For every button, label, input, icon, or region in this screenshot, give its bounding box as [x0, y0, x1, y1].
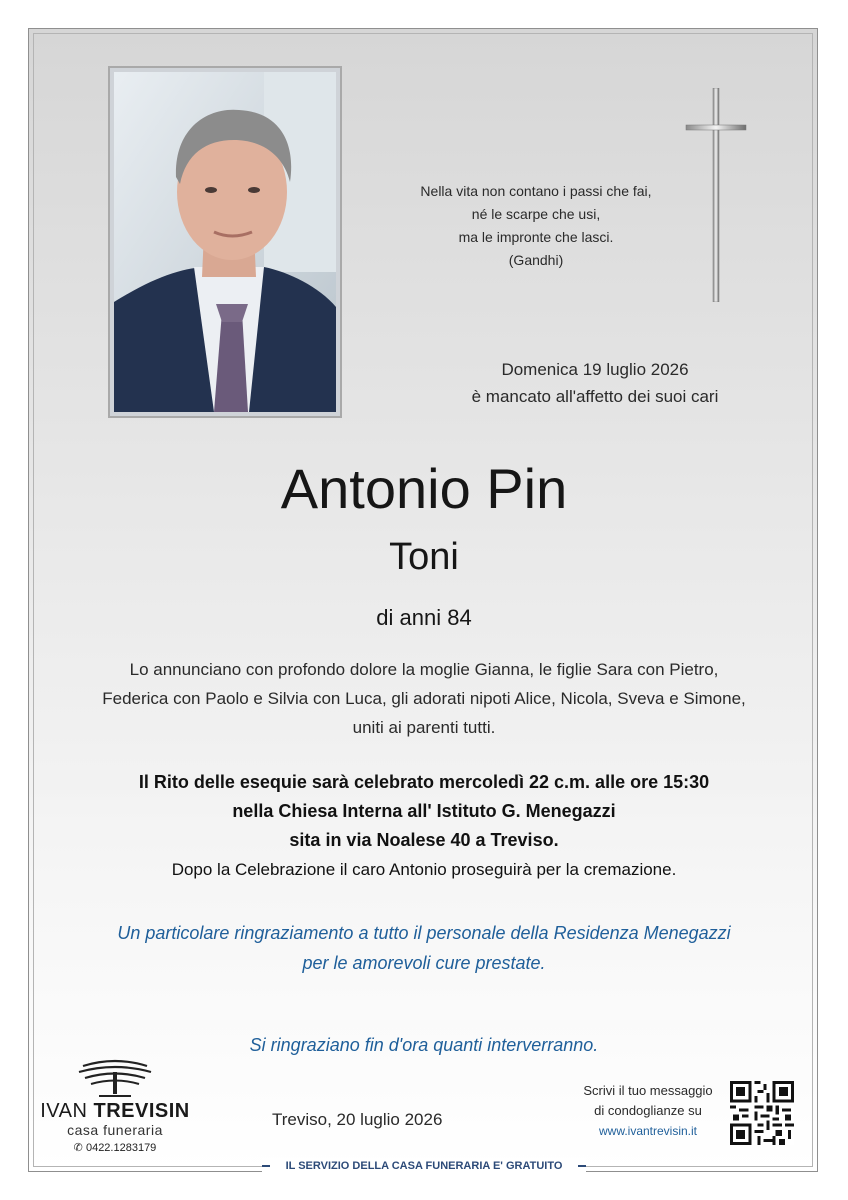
- general-thanks: Si ringraziano fin d'ora quanti interverranno.: [249, 1035, 599, 1055]
- funeral-address: sita in via Noalese 40 a Treviso.: [289, 830, 559, 850]
- condolence-message: [568, 1081, 728, 1141]
- funeral-home-logo: [40, 1058, 190, 1158]
- portrait-photo: [108, 66, 342, 418]
- death-date: Domenica 19 luglio 2026: [501, 360, 689, 379]
- funeral-church: nella Chiesa Interna all' Istituto G. Menegazzi: [232, 801, 616, 821]
- message-line: Scrivi il tuo messaggio: [583, 1083, 713, 1098]
- quote-author: (Gandhi): [508, 252, 564, 268]
- funeral-home-phone: [40, 1141, 190, 1155]
- footer-note: IL SERVIZIO DELLA CASA FUNERARIA E' GRATUITO: [285, 1160, 563, 1172]
- deceased-age: di anni 84: [376, 605, 472, 630]
- quote-line: ma le impronte che lasci.: [458, 229, 614, 245]
- funeral-time: Il Rito delle esequie sarà celebrato mercoledì 22 c.m. alle ore 15:30: [138, 772, 710, 792]
- quote-line: né le scarpe che usi,: [471, 206, 601, 222]
- qr-code-icon[interactable]: [730, 1081, 794, 1145]
- funeral-details: [40, 768, 808, 884]
- message-line: di condoglianze su: [594, 1103, 702, 1118]
- cremation-note: Dopo la Celebrazione il caro Antonio proseguirà per la cremazione.: [171, 860, 677, 879]
- special-thanks: [40, 918, 808, 978]
- family-announcement: [60, 655, 788, 742]
- gandhi-quote: [376, 180, 696, 272]
- cross-icon: [684, 88, 748, 302]
- place-and-date: Treviso, 20 luglio 2026: [272, 1110, 443, 1129]
- tree-logo-icon: [73, 1058, 157, 1098]
- quote-line: Nella vita non contano i passi che fai,: [420, 183, 652, 199]
- funeral-home-subtitle: casa funeraria: [67, 1122, 163, 1138]
- funeral-home-name-last: TREVISIN: [93, 1100, 190, 1122]
- thanks-line: Un particolare ringraziamento a tutto il personale della Residenza Menegazzi: [117, 923, 731, 943]
- death-phrase: è mancato all'affetto dei suoi cari: [471, 387, 719, 406]
- announcement-line: Lo annunciano con profondo dolore la moglie Gianna, le figlie Sara con Pietro,: [129, 660, 719, 679]
- announcement-line: Federica con Paolo e Silvia con Luca, gli adorati nipoti Alice, Nicola, Sveva e Simone,: [102, 689, 746, 708]
- death-notice: [410, 356, 780, 410]
- announcement-line: uniti ai parenti tutti.: [352, 718, 496, 737]
- funeral-home-name: [40, 1100, 190, 1122]
- deceased-name: Antonio Pin: [280, 457, 568, 520]
- funeral-home-name-first: IVAN: [40, 1100, 88, 1122]
- thanks-line: per le amorevoli cure prestate.: [302, 953, 546, 973]
- website-link[interactable]: www.ivantrevisin.it: [598, 1124, 698, 1138]
- phone-icon: ✆: [73, 1142, 83, 1154]
- phone-number: 0422.1283179: [85, 1142, 157, 1154]
- deceased-nickname: Toni: [389, 536, 459, 578]
